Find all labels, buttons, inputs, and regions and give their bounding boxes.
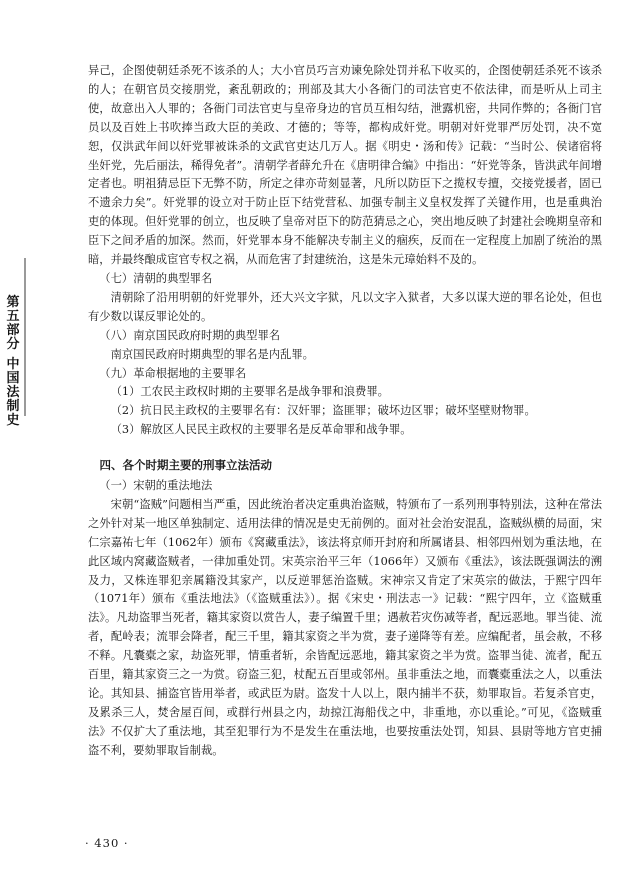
list-item: （2）抗日民主政权的主要罪名有：汉奸罪；盗匪罪；破坏边区罪；破坏坚壁财物罪。 bbox=[110, 404, 536, 418]
margin-divider-line bbox=[24, 258, 26, 416]
subsection-heading: （九）革命根据地的主要罪名 bbox=[99, 366, 247, 380]
part-title: 中国法制史 bbox=[6, 357, 20, 428]
part-label: 第五部分 bbox=[6, 295, 20, 352]
list-item: （3）解放区人民民主政权的主要罪名是反革命罪和战争罪。 bbox=[110, 423, 412, 437]
page-number: · 430 · bbox=[85, 836, 129, 850]
paragraph: 异己，企图使朝廷杀死不该杀的人；大小官员巧言劝谏免除处罚并私下收买的，企图使朝廷杀死不该杀的人；在朝官员交接朋党，紊乱朝政的；刑部及其大小各衙门的司法官吏不依法律，而是听从上司主使，故意出入人罪的；各衙门司法官吏与皇帝身边的官员互相勾结，泄露机密，共同作弊的；各衙门官员以及百姓上书吹捧当政大臣的美政、才德的；等等，都构成奸党。明朝对奸党罪严厉处罚，决不宽恕，仅洪武年间以奸党罪被诛杀的文武官吏达几万人。据《明史・汤和传》记载：“当时公、侯诸宿将坐奸党，先后丽法，稀得免者”。清朝学者薛允升在《唐明律合编》中指出：“奸党等条，皆洪武年间增定者也。明祖猜忌臣下无弊不防，所定之律亦苛刻显著，凡所以防臣下之揽权专擅，交接党援者，固已不遗余力矣”。奸党罪的设立对于防止臣下结党营私、加强专制主义皇权发挥了关键作用，也是重典治吏的体现。但奸党罪的创立，也反映了皇帝对臣下的防范猜忌之心，突出地反映了封建社会晚期皇帝和臣下之间矛盾的加深。然而，奸党罪本身不能解决专制主义的痼疾，反而在一定程度上加剧了统治的黑暗，并最终酿成宦官专权之祸，从而危害了封建统治，这是朱元璋始料不及的。 bbox=[88, 64, 602, 267]
paragraph: 清朝除了沿用明朝的奸党罪外，还大兴文字狱，凡以文字入狱者，大多以谋大逆的罪名论处，但也有少数以谋反罪论处的。 bbox=[88, 290, 602, 323]
subsection-heading: （七）清朝的典型罪名 bbox=[99, 271, 213, 285]
list-item: （1）工农民主政权时期的主要罪名是战争罪和浪费罪。 bbox=[110, 385, 389, 399]
section-heading: 四、各个时期主要的刑事立法活动 bbox=[99, 458, 272, 473]
paragraph: 宋朝“盗贼”问题相当严重，因此统治者决定重典治盗贼，特颁布了一系列刑事特别法，这种在常法之外针对某一地区单独制定、适用法律的情况是史无前例的。面对社会治安混乱，盗贼纵横的局面，宋仁宗嘉祐七年（1062年）颁布《窝藏重法》，该法将京师开封府和所属诸县、相邻四州划为重法地，在此区域内窝藏盗贼者，一律加重处罚。宋英宗治平三年（1066年）又颁布《重法》，该法既强调法的溯及力，又株连罪犯亲属籍没其家产，以反逆罪惩治盗贼。宋神宗又肯定了宋英宗的做法，于熙宁四年（1071年）颁布《重法地法》（《盗贼重法》）。据《宋史・刑法志一》记载：“熙宁四年，立《盗贼重法》。凡劫盗罪当死者，籍其家资以赏告人，妻子编置千里；遇赦若灾伤减等者，配远恶地。罪当徒、流者，配岭表；流罪会降者，配三千里，籍其家资之半为赏，妻子递降等有差。应编配者，虽会赦，不移不释。凡囊橐之家，劫盗死罪，情重者斩，余皆配远恶地，籍其家资之半为赏。盗罪当徒、流者，配五百里，籍其家资三之一为赏。窃盗三犯，杖配五百里或邻州。虽非重法之地，而囊橐重法之人，以重法论。其知县、捕盗官皆用举者，或武臣为尉。盗发十人以上，限内捕半不获，劾罪取旨。若复杀官吏，及累杀三人，焚舍屋百间，或群行州县之内，劫掠江海船伐之中，非重地，亦以重论。”可见，《盗贼重法》不仅扩大了重法地，其至犯罪行为不是发生在重法地，也要按重法处罚，知县、县尉等地方官吏捕盗不利，要劾罪取旨制裁。 bbox=[88, 497, 603, 757]
paragraph: 南京国民政府时期典型的罪名是内乱罪。 bbox=[110, 347, 314, 361]
page-body bbox=[88, 62, 602, 761]
subsection-heading: （一）宋朝的重法地法 bbox=[99, 479, 213, 493]
part-side-tab bbox=[4, 296, 22, 428]
subsection-heading: （八）南京国民政府时期的典型罪名 bbox=[99, 328, 281, 342]
